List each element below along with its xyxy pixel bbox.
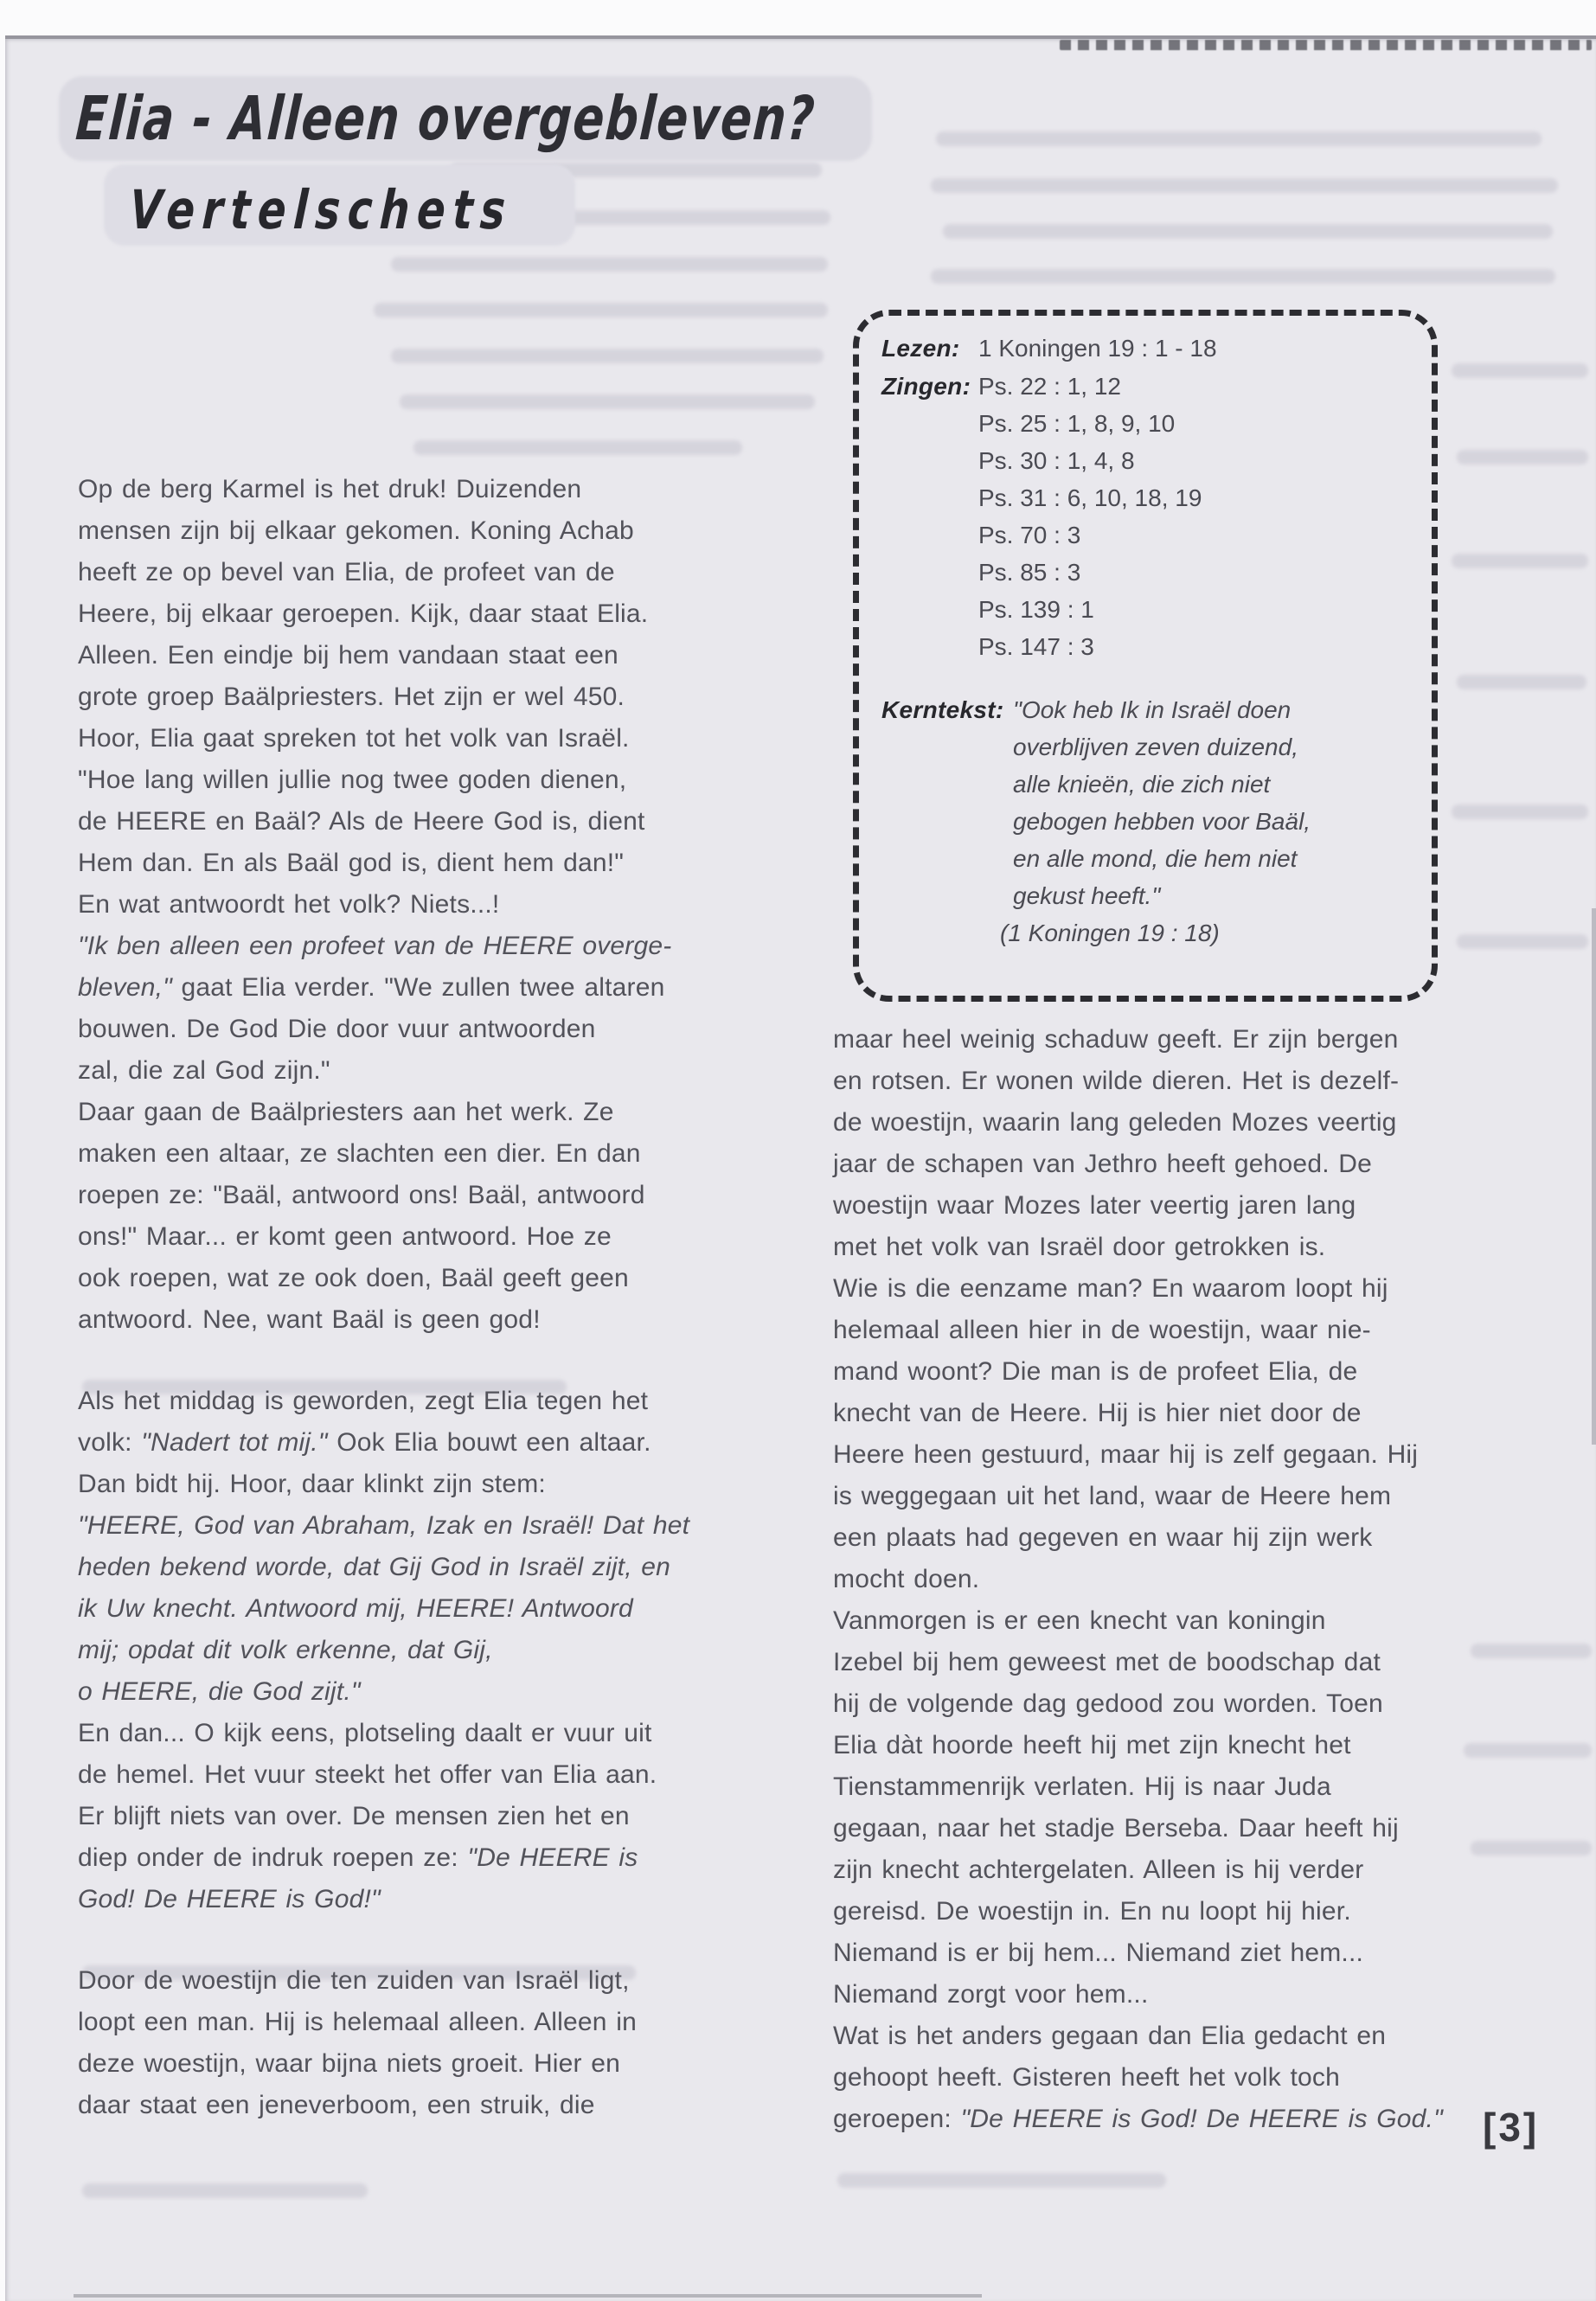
lezen-value: 1 Koningen 19 : 1 - 18 xyxy=(978,335,1217,362)
text-line: mij; opdat dit volk erkenne, dat Gij, xyxy=(78,1636,493,1664)
text-line: zijn knecht achtergelaten. Alleen is hij verder xyxy=(833,1856,1364,1884)
page-bottom-edge-shadow xyxy=(74,2294,982,2298)
bleed-through-line xyxy=(1452,363,1588,378)
text-line: Vanmorgen is er een knecht van koningin xyxy=(833,1606,1326,1635)
text-line: Heere heen gestuurd, maar hij is zelf gegaan. Hij xyxy=(833,1440,1419,1469)
text-line: gehoopt heeft. Gisteren heeft het volk toch xyxy=(833,2063,1340,2092)
kerntekst-row xyxy=(881,691,1414,952)
text-line: zal, die zal God zijn." xyxy=(78,1056,330,1085)
bleed-through-line xyxy=(391,257,828,272)
paragraph xyxy=(78,469,706,1341)
text-line: de HEERE en Baäl? Als de Heere God is, dient xyxy=(78,807,645,836)
bleed-through-line xyxy=(1457,450,1588,465)
psalm-reference: Ps. 25 : 1, 8, 9, 10 xyxy=(978,410,1176,437)
text-line: roepen ze: "Baäl, antwoord ons! Baäl, antwoord xyxy=(78,1181,645,1209)
text-line: Heere, bij elkaar geroepen. Kijk, daar staat Elia. xyxy=(78,599,649,628)
text-line: maken een altaar, ze slachten een dier. En dan xyxy=(78,1139,641,1168)
text-line: volk: "Nadert tot mij." Ook Elia bouwt een altaar. xyxy=(78,1428,651,1457)
text-line: antwoord. Nee, want Baäl is geen god! xyxy=(78,1305,541,1334)
bleed-through-line xyxy=(413,440,742,455)
bleed-through-line xyxy=(400,394,815,409)
text-line: jaar de schapen van Jethro heeft gehoed. De xyxy=(833,1150,1373,1178)
bleed-through-line xyxy=(1457,934,1588,949)
text-line: ik Uw knecht. Antwoord mij, HEERE! Antwoord xyxy=(78,1594,633,1623)
text-line: Wat is het anders gegaan dan Elia gedacht en xyxy=(833,2022,1387,2050)
text-line: heeft ze op bevel van Elia, de profeet van de xyxy=(78,558,615,586)
zingen-psalm-list xyxy=(978,368,1202,665)
text-line: mand woont? Die man is de profeet Elia, de xyxy=(833,1357,1358,1386)
paragraph xyxy=(78,1960,706,2126)
lezen-label: Lezen: xyxy=(881,335,960,362)
text-line: Daar gaan de Baälpriesters aan het werk. Ze xyxy=(78,1098,614,1126)
text-line: bouwen. De God Die door vuur antwoorden xyxy=(78,1015,596,1043)
text-line: geroepen: "De HEERE is God! De HEERE is God." xyxy=(833,2105,1443,2133)
text-line: Wie is die eenzame man? En waarom loopt hij xyxy=(833,1274,1388,1303)
text-line: hij de volgende dag gedood zou worden. Toen xyxy=(833,1689,1383,1718)
text-line: ook roepen, wat ze ook doen, Baäl geeft geen xyxy=(78,1264,629,1292)
bleed-through-line xyxy=(391,349,824,363)
text-line: Door de woestijn die ten zuiden van Israël ligt, xyxy=(78,1966,630,1995)
text-line: Dan bidt hij. Hoor, daar klinkt zijn stem: xyxy=(78,1470,546,1498)
print-through-microtext xyxy=(1060,40,1592,50)
lesson-infobox xyxy=(853,310,1438,1002)
text-line: Als het middag is geworden, zegt Elia tegen het xyxy=(78,1387,649,1415)
psalm-reference: Ps. 70 : 3 xyxy=(978,522,1081,548)
kerntekst-label: Kerntekst: xyxy=(881,696,1004,723)
text-line: mensen zijn bij elkaar gekomen. Koning Achab xyxy=(78,516,634,545)
text-line: gegaan, naar het stadje Berseba. Daar heeft hij xyxy=(833,1814,1399,1843)
bleed-through-line xyxy=(1452,554,1588,568)
psalm-reference: Ps. 139 : 1 xyxy=(978,596,1094,623)
text-line: ons!" Maar... er komt geen antwoord. Hoe ze xyxy=(78,1222,612,1251)
kerntekst-quote-line: gebogen hebben voor Baäl, xyxy=(1013,808,1311,835)
text-line: maar heel weinig schaduw geeft. Er zijn bergen xyxy=(833,1025,1399,1054)
bleed-through-line xyxy=(1452,804,1588,819)
text-line: mocht doen. xyxy=(833,1565,980,1593)
psalm-reference: Ps. 85 : 3 xyxy=(978,559,1081,586)
text-line: "Ik ben alleen een profeet van de HEERE overge- xyxy=(78,932,672,960)
text-line: knecht van de Heere. Hij is hier niet door de xyxy=(833,1399,1362,1427)
bleed-through-line xyxy=(931,178,1558,193)
text-line: heden bekend worde, dat Gij God in Israël zijt, en xyxy=(78,1553,671,1581)
left-text-column xyxy=(78,469,706,2126)
psalm-reference: Ps. 147 : 3 xyxy=(978,633,1094,660)
text-line: "HEERE, God van Abraham, Izak en Israël! Dat het xyxy=(78,1511,690,1540)
text-line: grote groep Baälpriesters. Het zijn er wel 450. xyxy=(78,683,625,711)
page-right-edge-shadow xyxy=(1592,908,1596,1445)
psalm-reference: Ps. 31 : 6, 10, 18, 19 xyxy=(978,484,1202,511)
bleed-through-line xyxy=(837,2173,1166,2188)
kerntekst-reference: (1 Koningen 19 : 18) xyxy=(1000,920,1220,946)
bleed-through-line xyxy=(82,2183,368,2198)
kerntekst-quote-line: gekust heeft." xyxy=(1013,882,1161,909)
zingen-label: Zingen: xyxy=(881,373,971,400)
text-line: Niemand is er bij hem... Niemand ziet hem... xyxy=(833,1939,1364,1967)
text-line: de hemel. Het vuur steekt het offer van Elia aan. xyxy=(78,1760,657,1789)
bleed-through-line xyxy=(931,269,1555,284)
psalm-reference: Ps. 30 : 1, 4, 8 xyxy=(978,447,1135,474)
text-line: Elia dàt hoorde heeft hij met zijn knecht het xyxy=(833,1731,1351,1759)
kerntekst-body xyxy=(1000,691,1311,952)
text-line: is weggegaan uit het land, waar de Heere hem xyxy=(833,1482,1392,1510)
text-line: En wat antwoordt het volk? Niets...! xyxy=(78,890,500,919)
page-subtitle: Vertelschets xyxy=(128,178,515,241)
text-line: deze woestijn, waar bijna niets groeit. Hier en xyxy=(78,2049,621,2078)
kerntekst-quote-line: alle knieën, die zich niet xyxy=(1013,771,1271,798)
bleed-through-line xyxy=(1457,675,1586,689)
text-line: "Hoe lang willen jullie nog twee goden dienen, xyxy=(78,766,627,794)
bleed-through-line xyxy=(943,224,1553,239)
text-line: de woestijn, waarin lang geleden Mozes veertig xyxy=(833,1108,1397,1137)
text-line: een plaats had gegeven en waar hij zijn werk xyxy=(833,1523,1373,1552)
page-title: Elia - Alleen overgebleven? xyxy=(74,83,818,154)
text-line: En dan... O kijk eens, plotseling daalt er vuur uit xyxy=(78,1719,652,1747)
text-line: met het volk van Israël door getrokken is. xyxy=(833,1233,1326,1261)
text-line: Niemand zorgt voor hem... xyxy=(833,1980,1149,2009)
text-line: Hoor, Elia gaat spreken tot het volk van Israël. xyxy=(78,724,630,753)
text-line: daar staat een jeneverboom, een struik, die xyxy=(78,2091,595,2119)
kerntekst-quote xyxy=(1013,691,1311,914)
text-line: Tienstammenrijk verlaten. Hij is naar Juda xyxy=(833,1772,1331,1801)
text-line: Izebel bij hem geweest met de boodschap dat xyxy=(833,1648,1381,1676)
text-line: o HEERE, die God zijt." xyxy=(78,1677,361,1706)
psalm-reference: Ps. 22 : 1, 12 xyxy=(978,373,1121,400)
kerntekst-quote-line: "Ook heb Ik in Israël doen xyxy=(1013,696,1292,723)
text-line: Op de berg Karmel is het druk! Duizenden xyxy=(78,475,582,503)
page-number: [3] xyxy=(1483,2105,1540,2150)
text-line: bleven," gaat Elia verder. "We zullen twee altaren xyxy=(78,973,665,1002)
text-line: gereisd. De woestijn in. En nu loopt hij hier. xyxy=(833,1897,1351,1926)
page-top-edge xyxy=(5,35,1596,39)
kerntekst-quote-line: overblijven zeven duizend, xyxy=(1013,734,1298,760)
text-line: en rotsen. Er wonen wilde dieren. Het is dezelf- xyxy=(833,1067,1400,1095)
text-line: loopt een man. Hij is helemaal alleen. Alleen in xyxy=(78,2008,637,2036)
lezen-row xyxy=(881,330,1414,368)
text-line: helemaal alleen hier in de woestijn, waar nie- xyxy=(833,1316,1371,1344)
text-line: Hem dan. En als Baäl god is, dient hem dan!" xyxy=(78,849,625,877)
bleed-through-line xyxy=(936,131,1542,146)
zingen-row xyxy=(881,368,1414,665)
paragraph xyxy=(78,1381,706,1920)
bleed-through-line xyxy=(374,303,828,317)
right-text-column xyxy=(833,1019,1496,2140)
text-line: Alleen. Een eindje bij hem vandaan staat een xyxy=(78,641,619,670)
kerntekst-quote-line: en alle mond, die hem niet xyxy=(1013,845,1298,872)
text-line: Er blijft niets van over. De mensen zien het en xyxy=(78,1802,630,1830)
text-line: woestijn waar Mozes later veertig jaren lang xyxy=(833,1191,1356,1220)
paragraph xyxy=(833,1019,1496,2140)
text-line: diep onder de indruk roepen ze: "De HEERE is xyxy=(78,1843,638,1872)
text-line: God! De HEERE is God!" xyxy=(78,1885,381,1913)
